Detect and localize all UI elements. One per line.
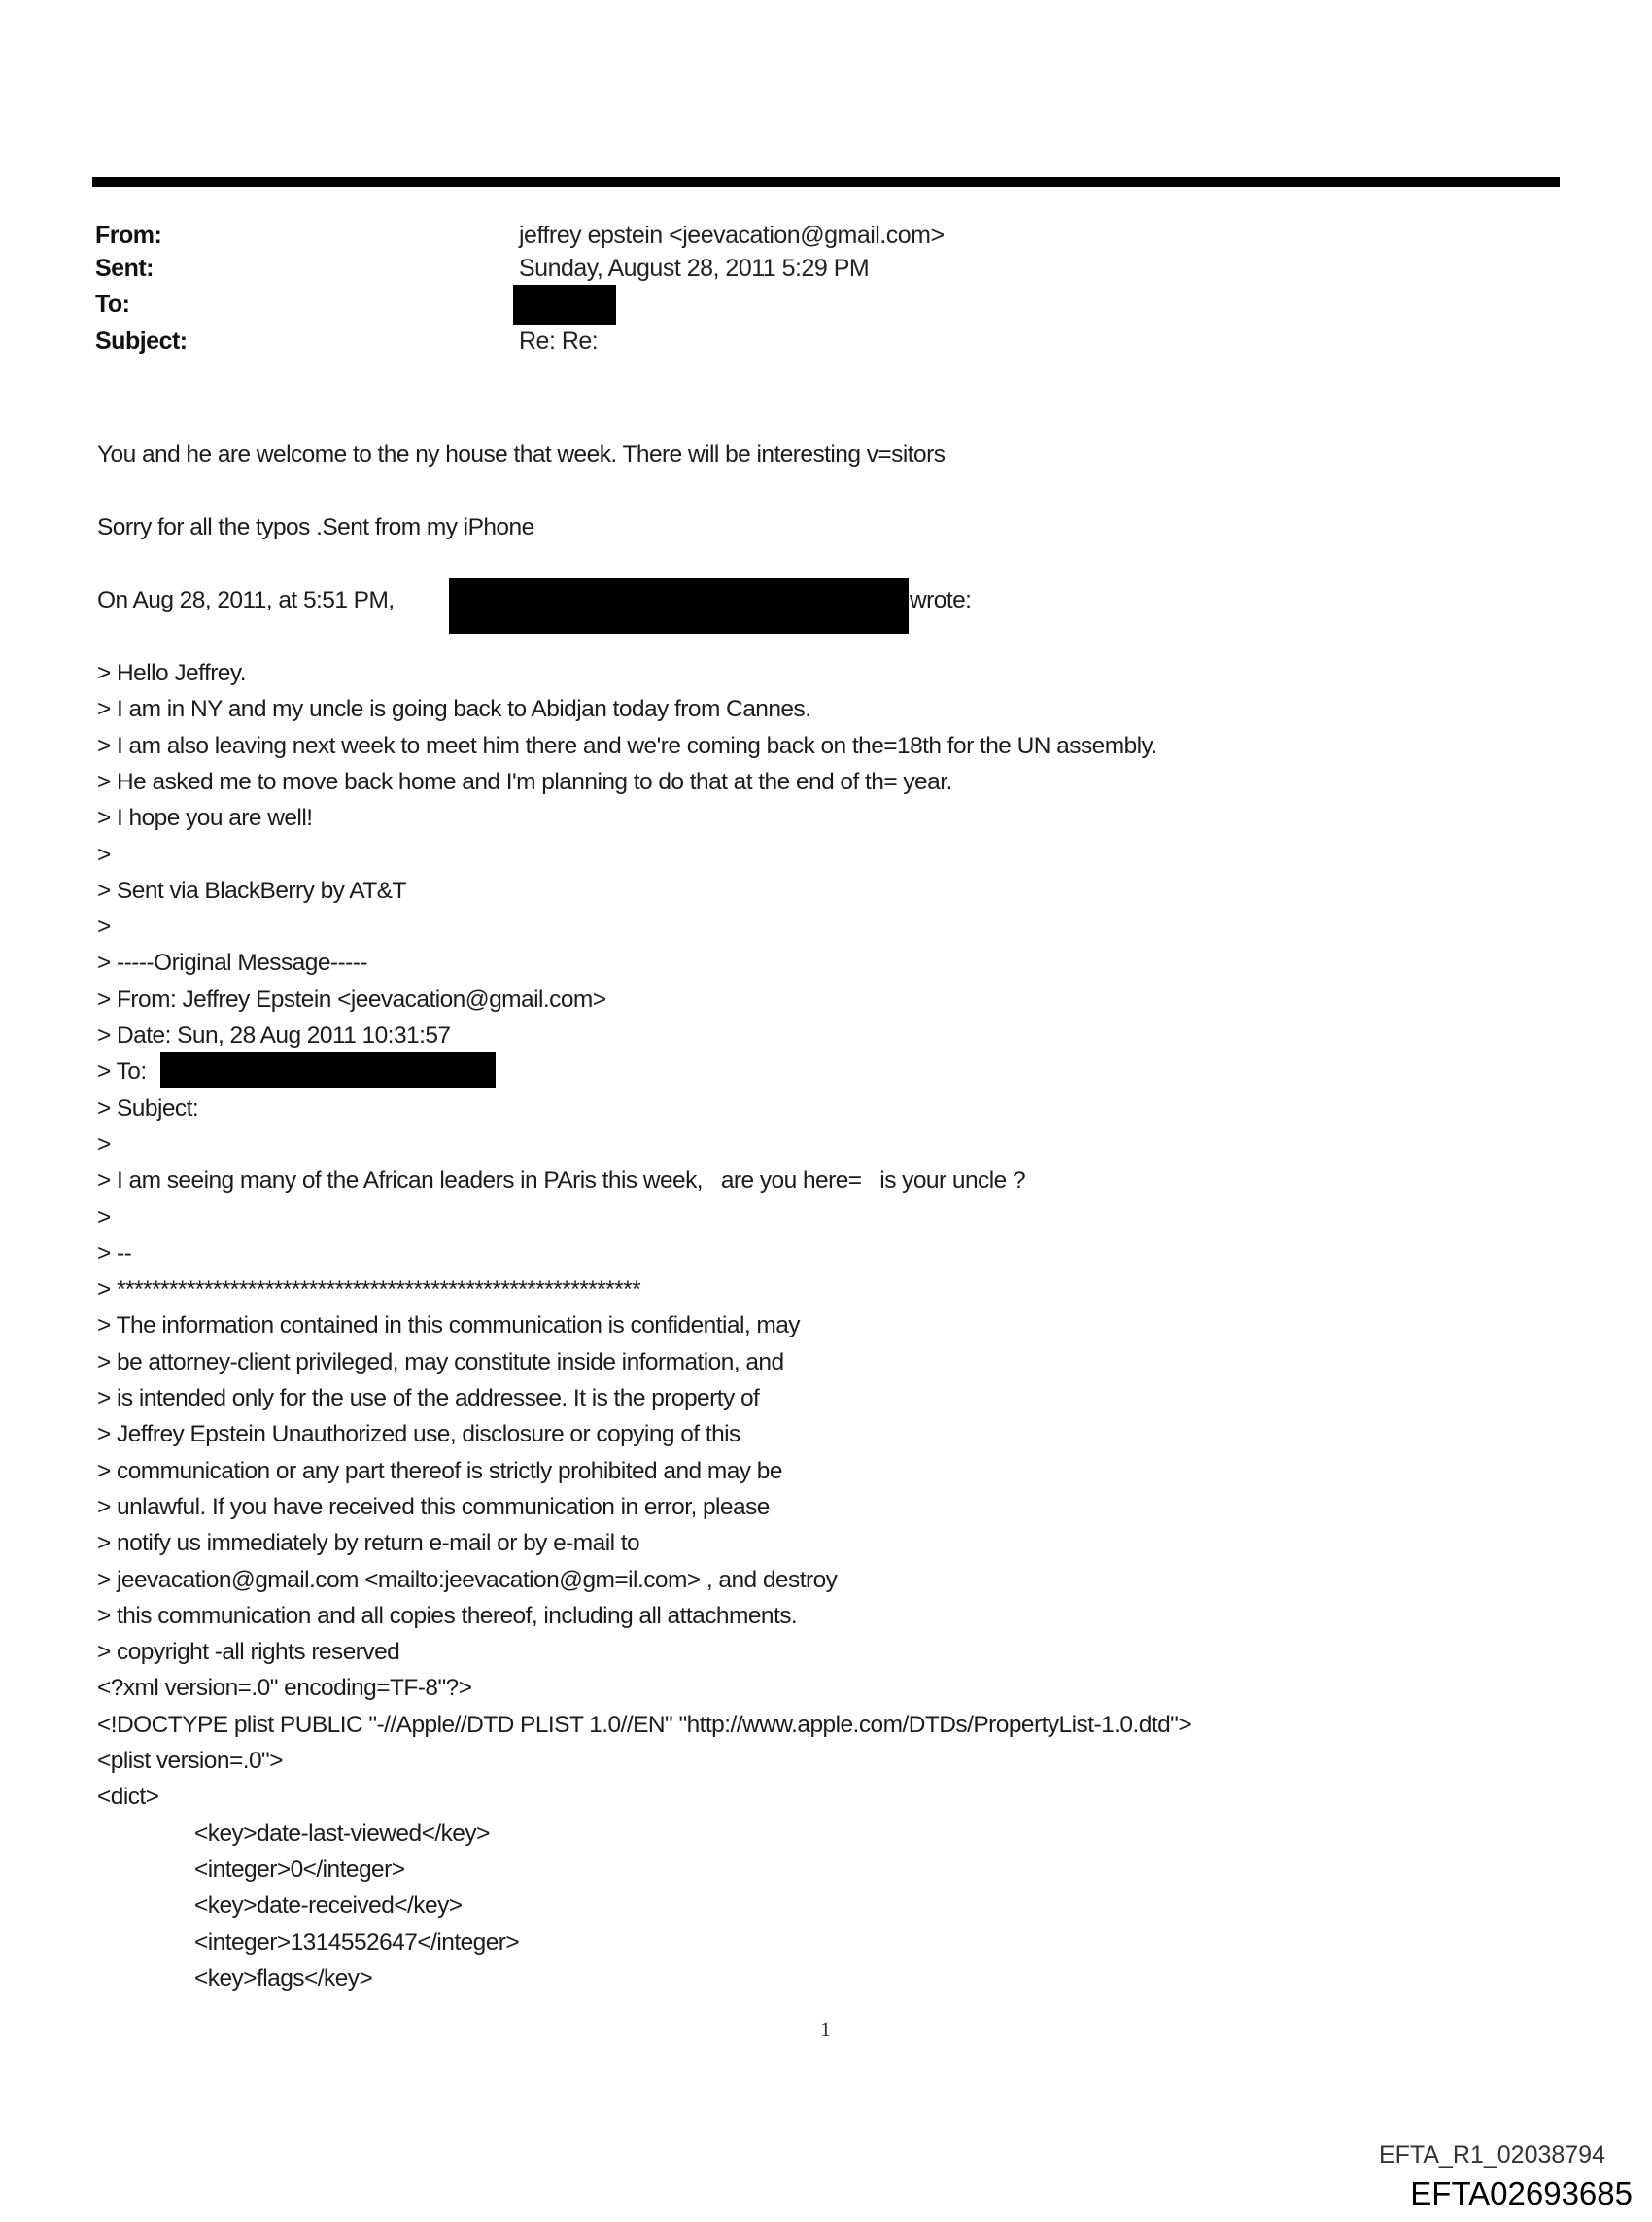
plist-line: <key>date-received</key> [194,1892,463,1920]
quoted-line: > I am also leaving next week to meet him there and we're coming back on the=18th for the UN assembly. [97,732,1157,759]
quoted-line: > To: [97,1059,147,1086]
to-redaction-box [513,285,616,325]
from-label: From: [95,222,162,249]
quoted-line: > unlawful. If you have received this communication in error, please [97,1493,770,1520]
quoted-line: <?xml version=.0" encoding=TF-8"?> [97,1675,472,1702]
quoted-line: > this communication and all copies thereof, including all attachments. [97,1602,798,1629]
quoted-line: > [97,1203,111,1231]
quoted-line: > -----Original Message----- [97,950,367,977]
attribution-prefix: On Aug 28, 2011, at 5:51 PM, [97,587,395,613]
sent-label: Sent: [95,255,154,282]
quoted-line: > [97,914,111,941]
quoted-line: > I am seeing many of the African leaders in PAris this week, are you here= is your uncle ? [97,1167,1026,1195]
quoted-line: > communication or any part thereof is strictly prohibited and may be [97,1457,782,1484]
plist-line: <key>date-last-viewed</key> [194,1820,490,1847]
header-divider-bar [92,177,1560,187]
plist-line: <integer>1314552647</integer> [194,1928,520,1956]
quoted-line: > jeevacation@gmail.com <mailto:jeevacation@gm=il.com> , and destroy [97,1566,838,1593]
quoted-line: <!DOCTYPE plist PUBLIC "-//Apple//DTD PLIST 1.0//EN" "http://www.apple.com/DTDs/PropertyList-1.0.dtd"> [97,1711,1192,1738]
sender-redaction-box [449,578,909,634]
quoted-line: > Sent via BlackBerry by AT&T [97,877,406,904]
quoted-line: > From: Jeffrey Epstein <jeevacation@gmail.com> [97,986,606,1013]
quoted-line: > He asked me to move back home and I'm planning to do that at the end of th= year. [97,768,952,795]
attribution-suffix: wrote: [910,587,972,613]
quoted-line: > be attorney-client privileged, may constitute inside information, and [97,1348,784,1375]
quoted-line: > The information contained in this communication is confidential, may [97,1312,800,1339]
signature-line: Sorry for all the typos .Sent from my iPhone [97,514,534,540]
quoted-line: > ************************************************************ [97,1276,641,1303]
quoted-line: > [97,841,111,868]
quoted-line: > Date: Sun, 28 Aug 2011 10:31:57 [97,1023,451,1049]
quoted-line: > is intended only for the use of the addressee. It is the property of [97,1385,760,1411]
subject-label: Subject: [95,328,188,355]
quoted-line: > I am in NY and my uncle is going back to Abidjan today from Cannes. [97,696,811,723]
quoted-line: > Jeffrey Epstein Unauthorized use, disclosure or copying of this [97,1421,740,1448]
plist-line: <integer>0</integer> [194,1856,405,1883]
quoted-line: <dict> [97,1784,159,1811]
quoted-to-redaction-box [160,1052,496,1088]
bates-number-primary: EFTA_R1_02038794 [1378,2141,1605,2169]
quoted-line: <plist version=.0"> [97,1748,283,1774]
quoted-line: > notify us immediately by return e-mail or by e-mail to [97,1530,640,1557]
quoted-line: > copyright -all rights reserved [97,1639,400,1666]
quoted-line: > Hello Jeffrey. [97,660,247,686]
quoted-line: > [97,1130,111,1158]
quoted-line: > Subject: [97,1094,199,1122]
bates-number-secondary: EFTA02693685 [1410,2175,1633,2211]
plist-line: <key>flags</key> [194,1964,373,1992]
to-label: To: [95,291,130,318]
reply-line: You and he are welcome to the ny house that week. There will be interesting v=sitors [97,441,946,468]
page-number: 1 [820,2017,831,2041]
subject-value: Re: Re: [519,328,599,355]
sent-value: Sunday, August 28, 2011 5:29 PM [519,255,870,282]
quoted-line: > I hope you are well! [97,805,313,832]
quoted-line: > -- [97,1239,132,1267]
from-value: jeffrey epstein <jeevacation@gmail.com> [519,222,945,249]
